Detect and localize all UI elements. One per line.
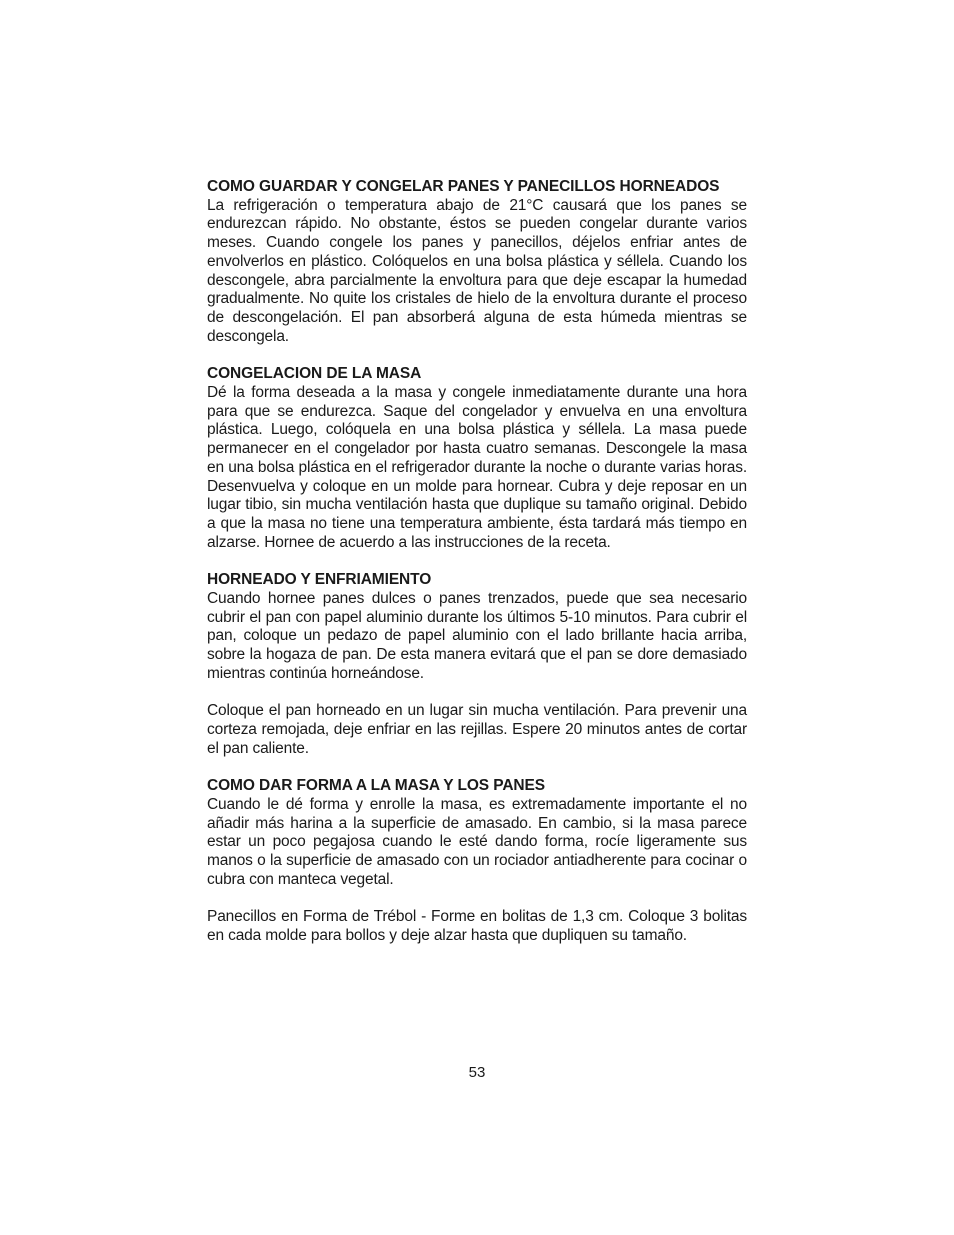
paragraph: Dé la forma deseada a la masa y congele inmediatamente durante una hora para que se endurezca. Saque del congelador y envuelva en una envoltura plástica. Luego, colóquela en una bolsa plástica y séllela. La masa puede permanecer en el congelador por hasta cuatro semanas. Descongele la masa en una bolsa plástica en el refrigerador durante la noche o durante varias horas. Desenvuelva y coloque en un molde para hornear. Cubra y deje reposar en un lugar tibio, sin mucha ventilación hasta que duplique su tamaño original. Debido a que la masa no tiene una temperatura ambiente, ésta tardará más tiempo en alzarse. Hornee de acuerdo a las instrucciones de la receta. [207, 384, 747, 551]
section-shaping-dough [207, 777, 747, 945]
section-baking-cooling [207, 571, 747, 758]
paragraph: Cuando le dé forma y enrolle la masa, es extremadamente importante el no añadir más harina a la superficie de amasado. En cambio, si la masa parece estar un poco pegajosa cuando le esté dando forma, rocíe ligeramente sus manos o la superficie de amasado con un rociador antiadherente para cocinar o cubra con manteca vegetal. [207, 796, 747, 888]
paragraph: La refrigeración o temperatura abajo de 21°C causará que los panes se endurezcan rápido. No obstante, éstos se pueden congelar durante varios meses. Cuando congele los panes y panecillos, déjelos enfriar antes de envolverlos en plástico. Colóquelos en una bolsa plástica y séllela. Cuando los descongele, abra parcialmente la envoltura para que deje escapar la humedad gradualmente. No quite los cristales de hielo de la envoltura durante el proceso de descongelación. El pan absorberá alguna de esta húmeda mientras se descongela. [207, 196, 747, 345]
paragraph: Cuando hornee panes dulces o panes trenzados, puede que sea necesario cubrir el pan con papel aluminio durante los últimos 5-10 minutos. Para cubrir el pan, coloque un pedazo de papel aluminio con el lado brillante hacia arriba, sobre la hogaza de pan. De esta manera evitará que el pan se dore demasiado mientras continúa horneándose. [207, 590, 747, 682]
paragraph: Coloque el pan horneado en un lugar sin mucha ventilación. Para prevenir una corteza remojada, deje enfriar en las rejillas. Espere 20 minutos antes de cortar el pan caliente. [207, 702, 747, 757]
section-heading: COMO GUARDAR Y CONGELAR PANES Y PANECILLOS HORNEADOS [207, 178, 720, 195]
page-content [207, 178, 747, 965]
section-heading: HORNEADO Y ENFRIAMIENTO [207, 571, 432, 589]
section-heading: COMO DAR FORMA A LA MASA Y LOS PANES [207, 777, 545, 795]
section-freezing-dough [207, 365, 747, 552]
section-heading: CONGELACION DE LA MASA [207, 365, 422, 383]
paragraph: Panecillos en Forma de Trébol - Forme en bolitas de 1,3 cm. Coloque 3 bolitas en cada molde para bollos y deje alzar hasta que dupliquen su tamaño. [207, 908, 747, 944]
section-storing-freezing-baked-breads [207, 178, 747, 346]
page-number: 53 [468, 1064, 486, 1081]
